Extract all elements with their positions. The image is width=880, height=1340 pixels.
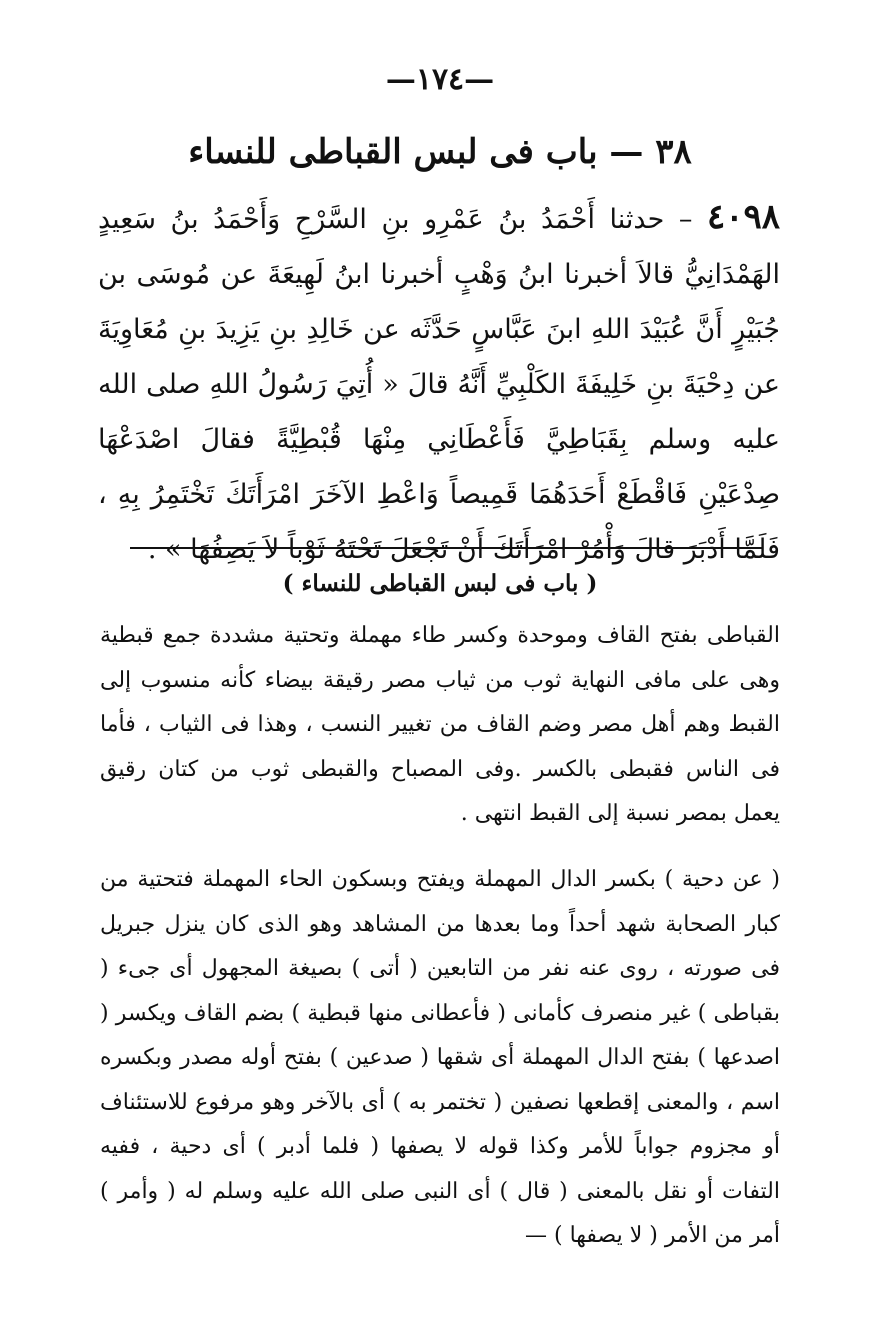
chapter-title: ٣٨ — باب فى لبس القباطى للنساء <box>188 132 692 172</box>
section-divider <box>130 547 762 549</box>
commentary-paragraph-2: ( عن دحية ) بكسر الدال المهملة ويفتح وبسكون الحاء المهملة فتحتية من كبار الصحابة شهد أحداً وما بعدها من المشاهد وهو الذى كان ينزل جبريل فى صورته ، روى عنه نفر من التابعين ( أتى ) بصيغة المجهول أى جىء ( بقباطى ) غير منصرف كأمانى ( فأعطانى منها قبطية ) بضم القاف ويكسر ( اصدعها ) بفتح الدال المهملة أى شقها ( صدعين ) بفتح أوله مصدر وبكسره اسم ، والمعنى إقطعها نصفين ( تختمر به ) أى بالآخر وهو مرفوع للاستئناف أو مجزوم جواباً للأمر وكذا قوله لا يصفها ( فلما أدبر ) أى دحية ، ففيه التفات أو نقل بالمعنى ( قال ) أى النبى صلى الله عليه وسلم له ( وأمر ) أمر من الأمر ( لا يصفها ) — <box>100 867 780 1248</box>
commentary-paragraph-1: القباطى بفتح القاف وموحدة وكسر طاء مهملة وتحتية مشددة جمع قبطية وهى على مافى النهاية ثوب من ثياب مصر رقيقة بيضاء كأنه منسوب إلى القبط وهم أهل مصر وضم القاف من تغيير النسب ، وهذا فى الثياب ، فأما فى الناس فقبطى بالكسر .وفى المصباح والقبطى ثوب من كتان رقيق يعمل بمصر نسبة إلى القبط انتهى . <box>100 623 780 826</box>
hadith-text: – حدثنا أَحْمَدُ بنُ عَمْرِو بنِ السَّرْحِ وَأَحْمَدُ بنُ سَعِيدٍ الهَمْدَانِيُّ قالاَ أخبرنا ابنُ وَهْبٍ أخبرنا ابنُ لَهِيعَةَ عن مُوسَى بن جُبَيْرٍ أَنَّ عُبَيْدَ اللهِ ابنَ عَبَّاسٍ حَدَّثَه عن خَالِدِ بنِ يَزِيدَ بنِ مُعَاوِيَةَ عن دِحْيَةَ بنِ خَلِيفَةَ الكَلْبِيِّ أَنَّهُ قالَ « أُتِيَ رَسُولُ اللهِ صلى الله عليه وسلم بِقَبَاطِيَّ فَأَعْطَانِي مِنْهَا قُبْطِيَّةً فقالَ اصْدَعْهَا صِدْعَيْنِ فَاقْطَعْ أَحَدَهُمَا قَمِيصاً وَاعْطِ الآخَرَ امْرَأَتَكَ تَخْتَمِرُ بِهِ ، فَلَمَّا أَدْبَرَ قالَ وَأْمُرْ امْرَأَتَكَ أَنْ تَجْعَلَ تَحْتَهُ ثَوْباً لاَ يَصِفُهَا » . <box>98 204 780 565</box>
hadith-number: ٤٠٩٨ <box>706 197 780 237</box>
hadith-block <box>98 190 780 577</box>
commentary-title: ( باب فى لبس القباطى للنساء ) <box>282 570 598 597</box>
page-number: —١٧٤— <box>385 62 495 97</box>
